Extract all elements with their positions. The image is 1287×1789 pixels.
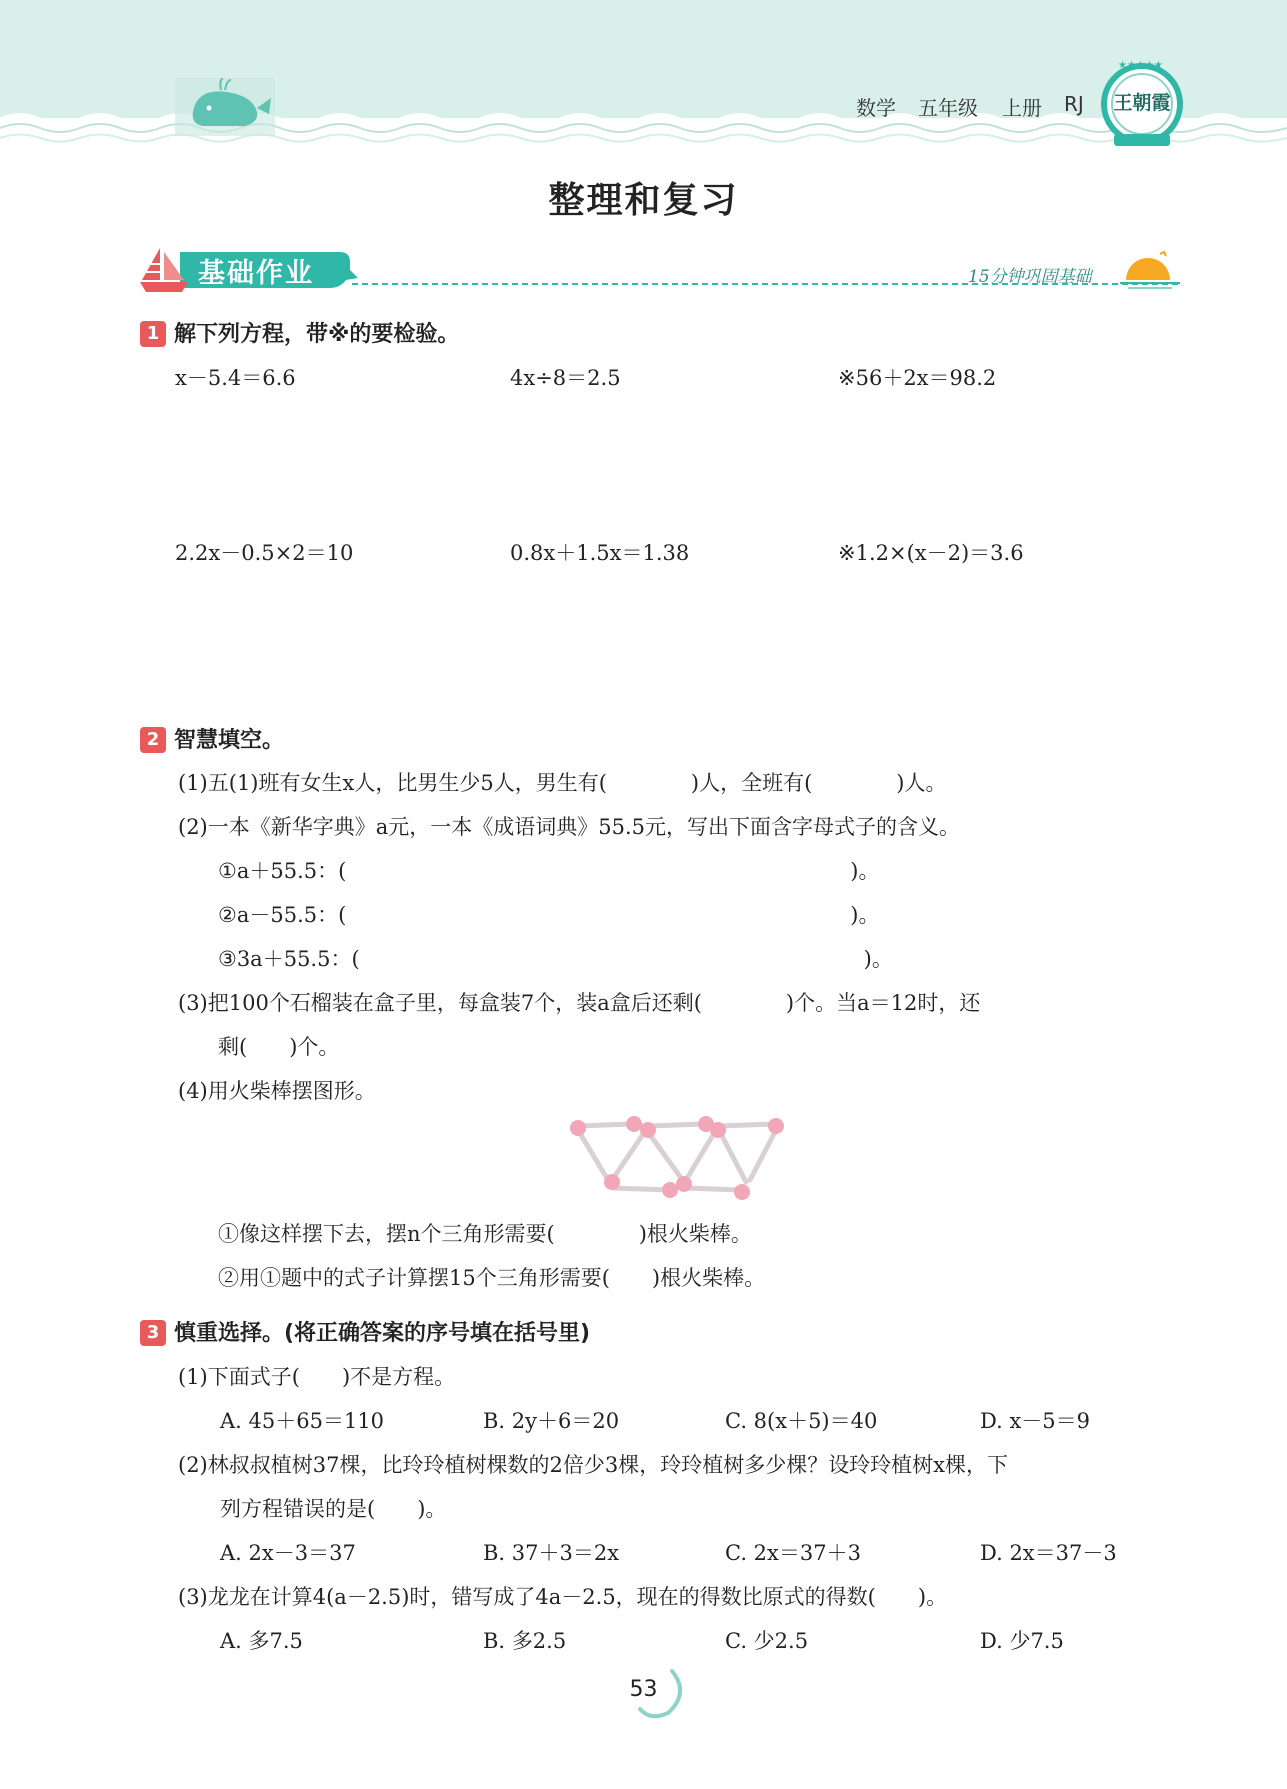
q3-title: 慎重选择。(将正确答案的序号填在括号里) xyxy=(174,1321,591,1346)
equation: ※1.2×(x－2)＝3.6 xyxy=(838,541,1024,565)
q3-option: C. 8(x＋5)＝40 xyxy=(725,1409,878,1433)
q1-heading xyxy=(140,317,459,348)
q2-line: (4)用火柴棒摆图形。 xyxy=(178,1079,376,1103)
q2-number-badge: 2 xyxy=(140,727,166,753)
brand-logo xyxy=(1100,58,1184,150)
page-number: 53 xyxy=(629,1677,658,1702)
q3-stem: (3)龙龙在计算4(a－2.5)时，错写成了4a－2.5，现在的得数比原式的得数( )。 xyxy=(178,1585,948,1609)
q3-option: B. 2y＋6＝20 xyxy=(483,1409,620,1433)
equation: ※56＋2x＝98.2 xyxy=(838,366,997,390)
brand-name: 王朝霞 xyxy=(1113,92,1171,114)
q2-line: 剩( )个。 xyxy=(218,1035,340,1059)
q3-option: B. 多2.5 xyxy=(483,1629,567,1653)
q2-line: ①像这样摆下去，摆n个三角形需要( )根火柴棒。 xyxy=(218,1222,752,1246)
section-title: 基础作业 xyxy=(198,258,314,289)
q3-option: D. 2x＝37－3 xyxy=(980,1541,1117,1565)
q3-option: D. 少7.5 xyxy=(980,1629,1064,1653)
q3-option: C. 少2.5 xyxy=(725,1629,809,1653)
page-title: 整理和复习 xyxy=(548,180,739,221)
q3-stem: (1)下面式子( )不是方程。 xyxy=(178,1365,456,1389)
q2-heading xyxy=(140,723,284,754)
equation: 0.8x＋1.5x＝1.38 xyxy=(510,541,690,565)
q3-option: A. 2x－3＝37 xyxy=(220,1541,356,1565)
q2-line: (2)一本《新华字典》a元，一本《成语词典》55.5元，写出下面含字母式子的含义。 xyxy=(178,815,961,839)
equation: 2.2x－0.5×2＝10 xyxy=(175,541,354,565)
subject-label: 数学 xyxy=(856,96,896,120)
section-subtitle: 15分钟巩固基础 xyxy=(968,267,1092,287)
q2-line: ②a－55.5：( )。 xyxy=(218,903,880,927)
q1-title: 解下列方程，带※的要检验。 xyxy=(174,322,460,347)
q3-stem: 列方程错误的是( )。 xyxy=(220,1497,447,1521)
sunset-icon xyxy=(1120,250,1180,290)
q1-number-badge: 1 xyxy=(140,321,166,347)
q3-option: C. 2x＝37＋3 xyxy=(725,1541,861,1565)
svg-text:★★★★★: ★★★★★ xyxy=(1118,60,1163,71)
grade-label: 五年级 xyxy=(918,96,978,120)
q2-line: ③3a＋55.5：( )。 xyxy=(218,947,893,971)
q2-line: ①a＋55.5：( )。 xyxy=(218,859,880,883)
q3-option: A. 多7.5 xyxy=(220,1629,303,1653)
sailboat-icon xyxy=(138,244,190,294)
q3-number-badge: 3 xyxy=(140,1320,166,1346)
q2-line: (3)把100个石榴装在盒子里，每盒装7个，装a盒后还剩( )个。当a＝12时，还 xyxy=(178,991,981,1015)
q3-heading xyxy=(140,1316,590,1347)
q3-option: B. 37＋3＝2x xyxy=(483,1541,620,1565)
q3-stem: (2)林叔叔植树37棵，比玲玲植树棵数的2倍少3棵，玲玲植树多少棵？设玲玲植树x棵，下 xyxy=(178,1453,1009,1477)
q2-line: ②用①题中的式子计算摆15个三角形需要( )根火柴棒。 xyxy=(218,1266,766,1290)
equation: x－5.4＝6.6 xyxy=(175,366,296,390)
whale-icon xyxy=(175,78,275,136)
q2-title: 智慧填空。 xyxy=(174,728,285,753)
edition-label: RJ xyxy=(1064,92,1084,116)
q3-option: A. 45＋65＝110 xyxy=(220,1409,385,1433)
equation: 4x÷8＝2.5 xyxy=(510,366,621,390)
matchstick-figure xyxy=(560,1112,790,1202)
q2-line: (1)五(1)班有女生x人，比男生少5人，男生有( )人，全班有( )人。 xyxy=(178,771,947,795)
volume-label: 上册 xyxy=(1002,96,1042,120)
q3-option: D. x－5＝9 xyxy=(980,1409,1091,1433)
